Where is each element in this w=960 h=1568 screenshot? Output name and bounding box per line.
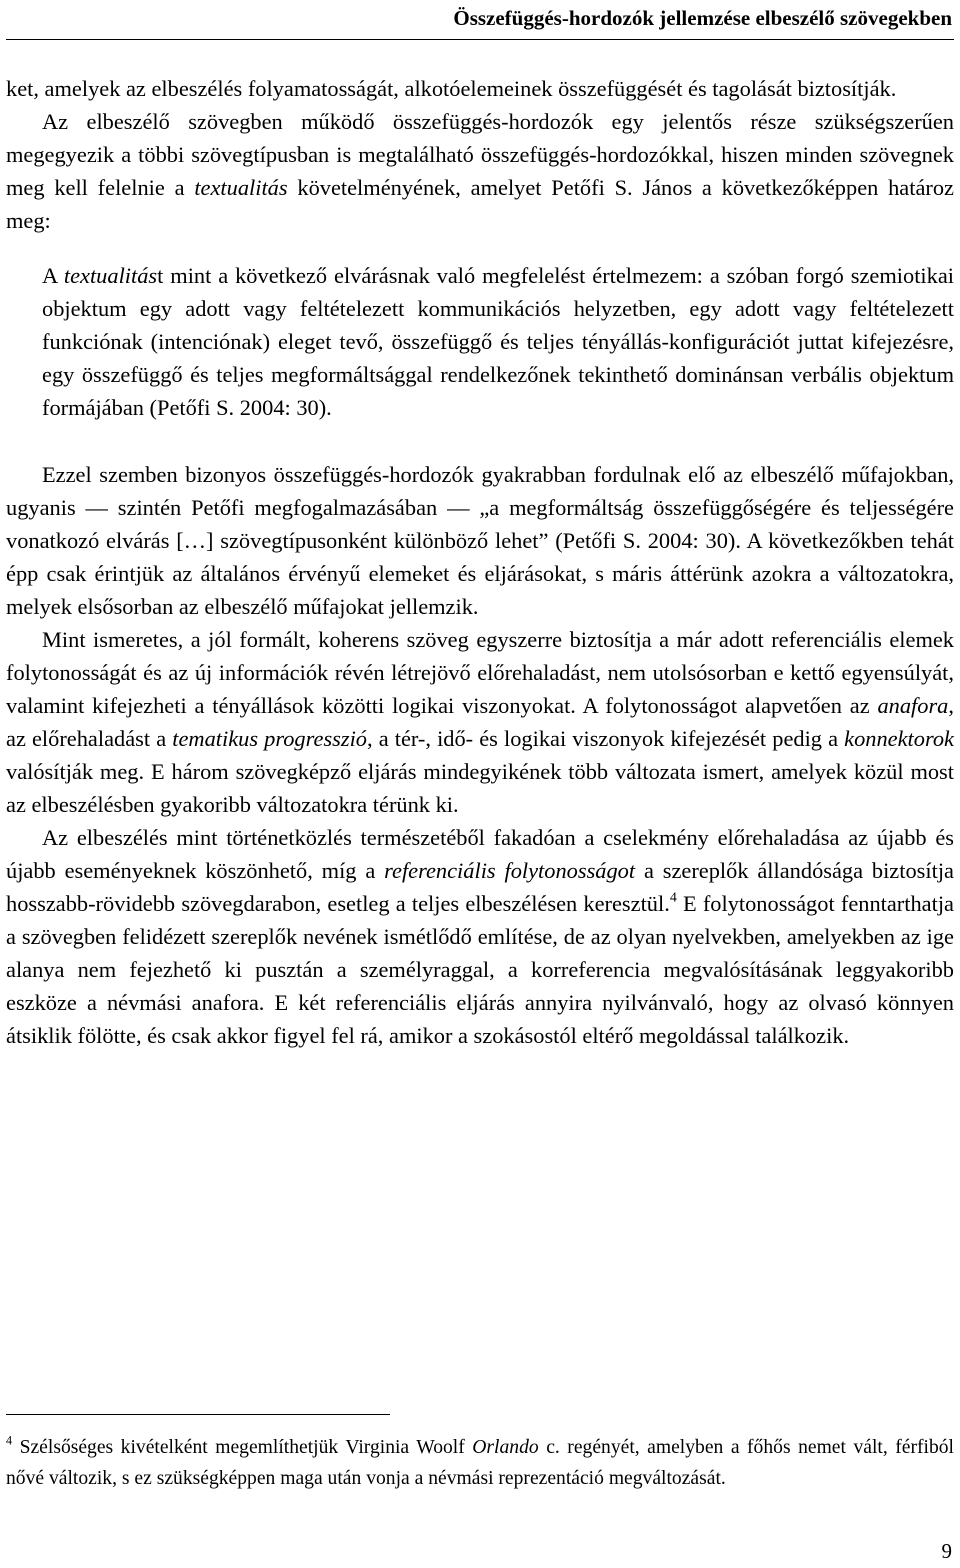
footnote-text-a: Szélsőséges kivételként megemlíthetjük Virginia Woolf	[12, 1437, 473, 1458]
paragraph-5-text-a: Az elbeszélés mint történetközlés természetéből fakadóan a cselekmény előrehaladása az újabb és újabb eseményeknek köszönhető, míg a	[6, 825, 954, 883]
running-header: Összefüggés-hordozók jellemzése elbeszélő szövegekben	[453, 6, 952, 30]
quote-text-a: A	[42, 263, 64, 288]
footnote-divider	[6, 1414, 390, 1415]
footnote-reference[interactable]: 4	[669, 890, 677, 906]
paragraph-4-text-b: , az előrehaladást a	[6, 693, 954, 751]
paragraph-2-text-a: Az elbeszélő szövegben működő összefüggés-hordozók egy jelentős része szükségszerűen megegyezik a többi szövegtípusban is megtalálható összefüggés-hordozókkal, hiszen minden szövegnek meg kell felelnie a	[6, 109, 954, 200]
term-textualitas: textualitás	[194, 175, 288, 200]
paragraph-2-text-b: követelményének, amelyet Petőfi S. János a következőképpen határoz meg:	[6, 175, 954, 233]
footnote-title-orlando: Orlando	[472, 1437, 539, 1458]
term-konnektorok: konnektorok	[844, 726, 954, 751]
paragraph-5	[6, 821, 954, 1052]
paragraph-4-text-d: valósítják meg. E három szövegképző eljárás mindegyikének több változata ismert, amelyek közül most az elbeszélésben gyakoribb változatokra térünk ki.	[6, 759, 954, 817]
paragraph-4-text-c: , a tér-, idő- és logikai viszonyok kifejezését pedig a	[367, 726, 845, 751]
footnote	[6, 1432, 954, 1494]
term-referencialis-folytonossag: referenciális folytonosságot	[384, 858, 636, 883]
paragraph-1	[6, 72, 954, 105]
quote-text-b: t mint a következő elvárásnak való megfelelést értelmezem: a szóban forgó szemiotikai objektum egy adott vagy feltételezett kommunikációs helyzetben, egy adott vagy feltételezett funkciónak (intenciónak) eleget tevő, összefüggő és teljes tényállás-konfigurációt juttat kifejezésre, egy összefüggő és teljes megformáltsággal rendelkezőnek tekinthető dominánsan verbális objektum formájában (Petőfi S. 2004: 30).	[42, 263, 954, 420]
footnote-number: 4	[6, 1433, 13, 1448]
footnote-text-b: c. regényét, amelyben a főhős nemet vált, férfiból nővé változik, s ez szükségképpen maga után vonja a névmási reprezentáció megváltozását.	[6, 1437, 954, 1489]
block-quote	[42, 259, 954, 424]
paragraph-2	[6, 105, 954, 237]
page-number: 9	[941, 1539, 952, 1563]
header-divider	[6, 39, 954, 40]
term-anafora: anafora	[877, 693, 949, 718]
paragraph-4	[6, 623, 954, 821]
quote-term: textualitás	[63, 263, 158, 288]
term-tematikus-progresszio: tematikus progresszió	[172, 726, 367, 751]
paragraph-3	[6, 458, 954, 623]
paragraph-4-text-a: Mint ismeretes, a jól formált, koherens szöveg egyszerre biztosítja a már adott referenciális elemek folytonosságát és az új információk révén létrejövő előrehaladást, nem utolsósorban e kettő egyensúlyát, valamint kifejezheti a tényállások közötti logikai viszonyokat. A folytonosságot alapvetően az	[6, 627, 954, 718]
paragraph-1-text: ket, amelyek az elbeszélés folyamatosságát, alkotóelemeinek összefüggését és tagolását biztosítják.	[6, 76, 897, 101]
main-text	[6, 72, 954, 1052]
paragraph-5-text-b: a szereplők állandósága biztosítja hosszabb-rövidebb szövegdarabon, esetleg a teljes elbeszélésen keresztül.	[6, 858, 954, 916]
paragraph-5-text-c: E folytonosságot fenntarthatja a szövegben felidézett szereplők nevének ismétlődő említése, de az olyan nyelvekben, amelyekben az ige alanya nem fejezhető ki pusztán a személyraggal, a korreferencia megvalósításának leggyakoribb eszköze a névmási anafora. E két referenciális eljárás annyira nyilvánvaló, hogy az olvasó könnyen átsiklik fölötte, és csak akkor figyel fel rá, amikor a szokásostól eltérő megoldással találkozik.	[6, 891, 954, 1048]
paragraph-3-text: Ezzel szemben bizonyos összefüggés-hordozók gyakrabban fordulnak elő az elbeszélő műfajokban, ugyanis — szintén Petőfi megfogalmazásában — „a megformáltság összefüggőségére és teljességére vonatkozó elvárás […] szövegtípusonként különböző lehet” (Petőfi S. 2004: 30). A következőkben tehát épp csak érintjük az általános érvényű elemeket és eljárásokat, s máris áttérünk azokra a változatokra, melyek elsősorban az elbeszélő műfajokat jellemzik.	[6, 462, 954, 619]
